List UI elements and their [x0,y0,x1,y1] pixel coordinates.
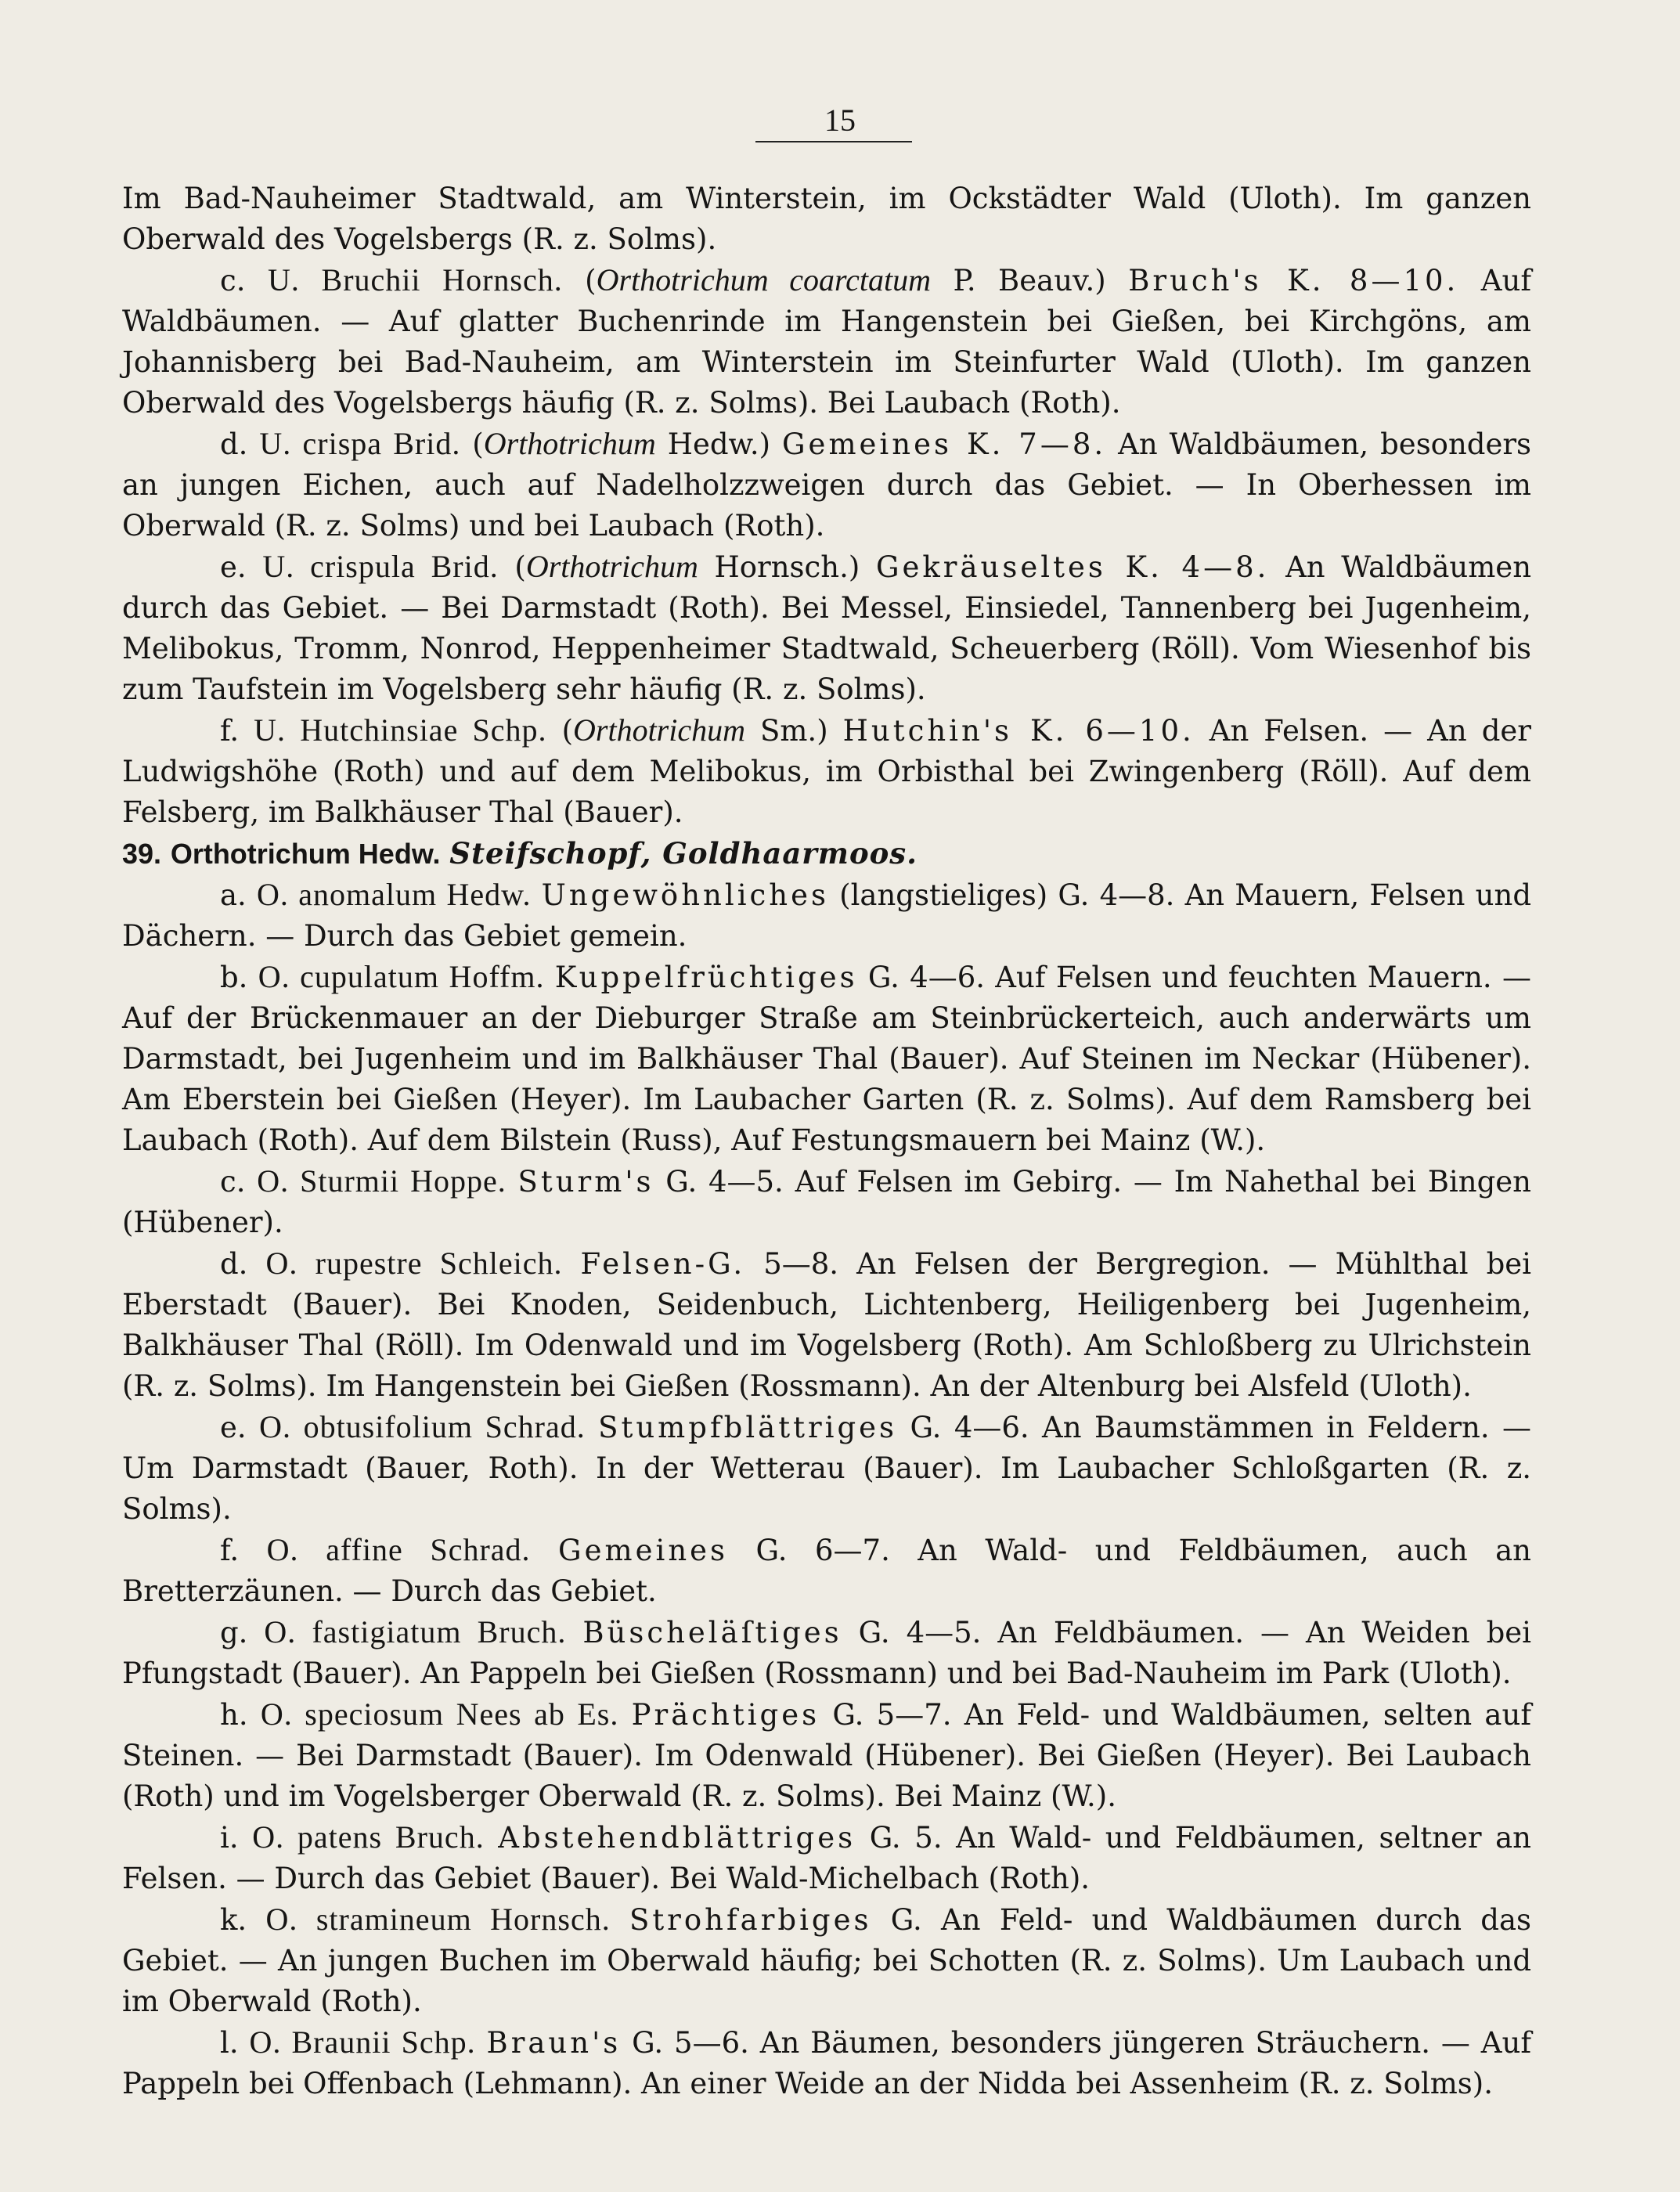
entry-text: Auf Waldbäumen. — Auf glatter Buchenrinde im Hangenstein bei Gießen, bei Kirchgöns, am Johannisberg bei Bad-Nauheim, am Winterstein im Steinfurter Wald (Uloth). Im ganzen Oberwald des Vogelsbergs häufig (R. z. Solms). Bei Laubach (Roth). [122,264,1532,420]
common-name: Prächtiges [631,1698,820,1732]
species-name: O. Sturmii Hoppe. [257,1163,507,1199]
species-entry-a [122,874,1531,957]
entry-text: An Felsen. — An der Ludwigshöhe (Roth) und auf dem Melibokus, im Orbisthal bei Zwingenberg (Röll). Auf dem Felsberg, im Balkhäuser Thal (Bauer). [122,714,1531,829]
entry-letter: f. [220,714,240,748]
species-name: O. stramineum Hornsch. [265,1902,611,1937]
species-entry-k [122,1899,1531,2022]
entry-text: G. 5—7. An Feld- und Waldbäumen, selten auf Steinen. — Bei Darmstadt (Bauer). Im Odenwald (Hübener). Bei Gießen (Heyer). Bei Laubach (Roth) und im Vogelsberger Oberwald (R. z. Solms). Bei Mainz (W.). [122,1698,1532,1813]
synonym-open: ( [472,427,484,461]
synonym-author: Hedw.) [667,427,771,461]
species-name: U. crispa Brid. [259,426,461,461]
common-name: Felsen-G. [580,1247,746,1281]
entry-letter: f. [220,1534,240,1567]
entry-letter: e. [220,1411,247,1444]
entry-text: G. 4—5. Auf Felsen im Gebirg. — Im Nahethal bei Bingen (Hübener). [122,1165,1532,1239]
species-name: U. Bruchii Hornsch. [267,262,563,297]
entry-text: 5—8. An Felsen der Bergregion. — Mühlthal bei Eberstadt (Bauer). Bei Knoden, Seidenbuch, Lichtenberg, Heiligenberg bei Jugenheim, Balkhäuser Thal (Röll). Im Odenwald und im Vogelsberg (Roth). Am Schloßberg zu Ulrichstein (R. z. Solms). Im Hangenstein bei Gießen (Rossmann). An der Altenburg bei Alsfeld (Uloth). [122,1247,1532,1403]
common-name: Braun's [486,2026,622,2060]
synonym-author: Hornsch.) [714,550,860,584]
common-name: Hutchin's K. 6—10. [842,714,1195,748]
entry-text: An Waldbäumen, besonders an jungen Eichen, auch auf Nadelholzzweigen durch das Gebiet. — In Oberhessen im Oberwald (R. z. Solms) und bei Laubach (Roth). [122,427,1532,543]
species-entry-e2 [122,1407,1531,1530]
species-name: U. Hutchinsiae Schp. [254,712,547,748]
entry-letter: e. [220,550,247,584]
species-entry-c [122,260,1531,424]
entry-text: G. 5. An Wald- und Feldbäumen, seltner an Felsen. — Durch das Gebiet (Bauer). Bei Wald-Michelbach (Roth). [122,1821,1531,1895]
common-name: Stumpfblättriges [598,1411,898,1444]
page-number: 15 [824,103,856,138]
common-name: Ungewöhnliches [541,878,829,912]
species-entry-f2 [122,1530,1531,1612]
entry-letter: g. [220,1616,248,1649]
entry-text: An Waldbäumen durch das Gebiet. — Bei Darmstadt (Roth). Bei Messel, Einsiedel, Tannenberg bei Jugenheim, Melibokus, Tromm, Nonrod, Heppenheimer Stadtwald, Scheuerberg (Röll). Vom Wiesenhof bis zum Taufstein im Vogelsberg sehr häufig (R. z. Solms). [122,550,1532,706]
entry-text: G. 4—6. An Baumstämmen in Feldern. — Um Darmstadt (Bauer, Roth). In der Wetterau (Bauer). Im Laubacher Schloßgarten (R. z. Solms). [122,1411,1532,1526]
common-name: Gemeines K. 7—8. [782,427,1107,461]
entry-letter: c. [220,264,246,297]
genus-name: Orthotrichum Hedw. [170,838,441,870]
species-entry-f [122,710,1531,833]
entry-letter: k. [220,1903,247,1937]
entry-text: G. 5—6. An Bäumen, besonders jüngeren Sträuchern. — Auf Pappeln bei Offenbach (Lehmann). An einer Weide an der Nidda bei Assenheim (R. z. Solms). [122,2026,1532,2100]
entry-text: G. 4—5. An Feldbäumen. — An Weiden bei Pfungstadt (Bauer). An Pappeln bei Gießen (Rossmann) und bei Bad-Nauheim im Park (Uloth). [122,1616,1531,1690]
entry-letter: d. [220,1247,248,1281]
synonym-genus: Orthotrichum [573,712,745,748]
species-entry-e [122,546,1531,710]
body-text [122,178,1531,2104]
entry-letter: i. [220,1821,239,1855]
entry-letter: l. [220,2026,239,2060]
entry-letter: b. [220,961,248,994]
entry-letter: a. [220,878,247,912]
entry-text: G. 6—7. An Wald- und Feldbäumen, auch an Bretterzäunen. — Durch das Gebiet. [122,1534,1532,1608]
synonym-genus: Orthotrichum [483,426,656,461]
species-name: O. obtusifolium Schrad. [259,1409,586,1444]
synonym-genus: Orthotrichum coarctatum [596,262,931,297]
intro-paragraph: Im Bad-Nauheimer Stadtwald, am Winterstein, im Ockstädter Wald (Uloth). Im ganzen Oberwald des Vogelsbergs (R. z. Solms). [122,182,1531,256]
synonym-open: ( [561,714,573,748]
species-name: U. crispula Brid. [262,549,499,584]
species-entry-l [122,2022,1531,2104]
entry-letter: h. [220,1698,248,1732]
species-entry-d [122,424,1531,546]
species-name: O. Braunii Schp. [249,2024,476,2060]
common-name: Gemeines [558,1534,729,1567]
entry-text: G. 4—6. Auf Felsen und feuchten Mauern. — Auf der Brückenmauer an der Dieburger Straße am Steinbrückerteich, auch anderwärts um Darmstadt, bei Jugenheim und im Balkhäuser Thal (Bauer). Auf Steinen im Neckar (Hübener). Am Eberstein bei Gießen (Heyer). Im Laubacher Garten (R. z. Solms). Auf dem Ramsberg bei Laubach (Roth). Auf dem Bilstein (Russ), Auf Festungsmauern bei Mainz (W.). [122,961,1531,1157]
entry-letter: d. [220,427,248,461]
synonym-open: ( [514,550,526,584]
species-name: O. cupulatum Hoffm. [258,959,545,994]
synonym-author: Sm.) [760,714,828,748]
species-name: O. anomalum Hedw. [257,877,532,912]
species-name: O. rupestre Schleich. [265,1246,563,1281]
common-name: Büscheläſtiges [582,1616,842,1649]
synonym-open: ( [585,264,597,297]
species-name: O. affine Schrad. [266,1532,531,1567]
synonym-author: P. Beauv.) [953,264,1106,297]
common-name: Kuppelfrüchtiges [554,961,858,994]
genus-common-name: Steifschopf, Goldhaarmoos. [449,836,918,871]
common-name: Bruch's K. 8—10. [1128,264,1459,297]
common-name: Abstehendblättriges [498,1821,856,1855]
entry-text: (langstieliges) G. 4—8. An Mauern, Felsen und Dächern. — Durch das Gebiet gemein. [122,878,1532,953]
species-entry-d2 [122,1243,1531,1407]
species-name: O. speciosum Nees ab Es. [260,1696,619,1732]
entry-text: G. An Feld- und Waldbäumen durch das Gebiet. — An jungen Buchen im Oberwald häufig; bei Schotten (R. z. Solms). Um Laubach und im Oberwald (Roth). [122,1903,1532,2018]
species-name: O. fastigiatum Bruch. [264,1614,567,1649]
species-entry-i [122,1817,1531,1899]
species-entry-g [122,1612,1531,1694]
species-entry-h [122,1694,1531,1817]
genus-number: 39. [122,838,162,870]
species-name: O. patens Bruch. [252,1819,485,1855]
common-name: Strohfarbiges [629,1903,872,1937]
page-number-rule [755,141,912,142]
genus-heading [122,833,1531,874]
common-name: Gekräuseltes K. 4—8. [875,550,1270,584]
common-name: Sturm's [517,1165,654,1199]
entry-letter: c. [220,1165,246,1199]
synonym-genus: Orthotrichum [525,549,698,584]
species-entry-c2 [122,1161,1531,1243]
species-entry-b [122,957,1531,1161]
